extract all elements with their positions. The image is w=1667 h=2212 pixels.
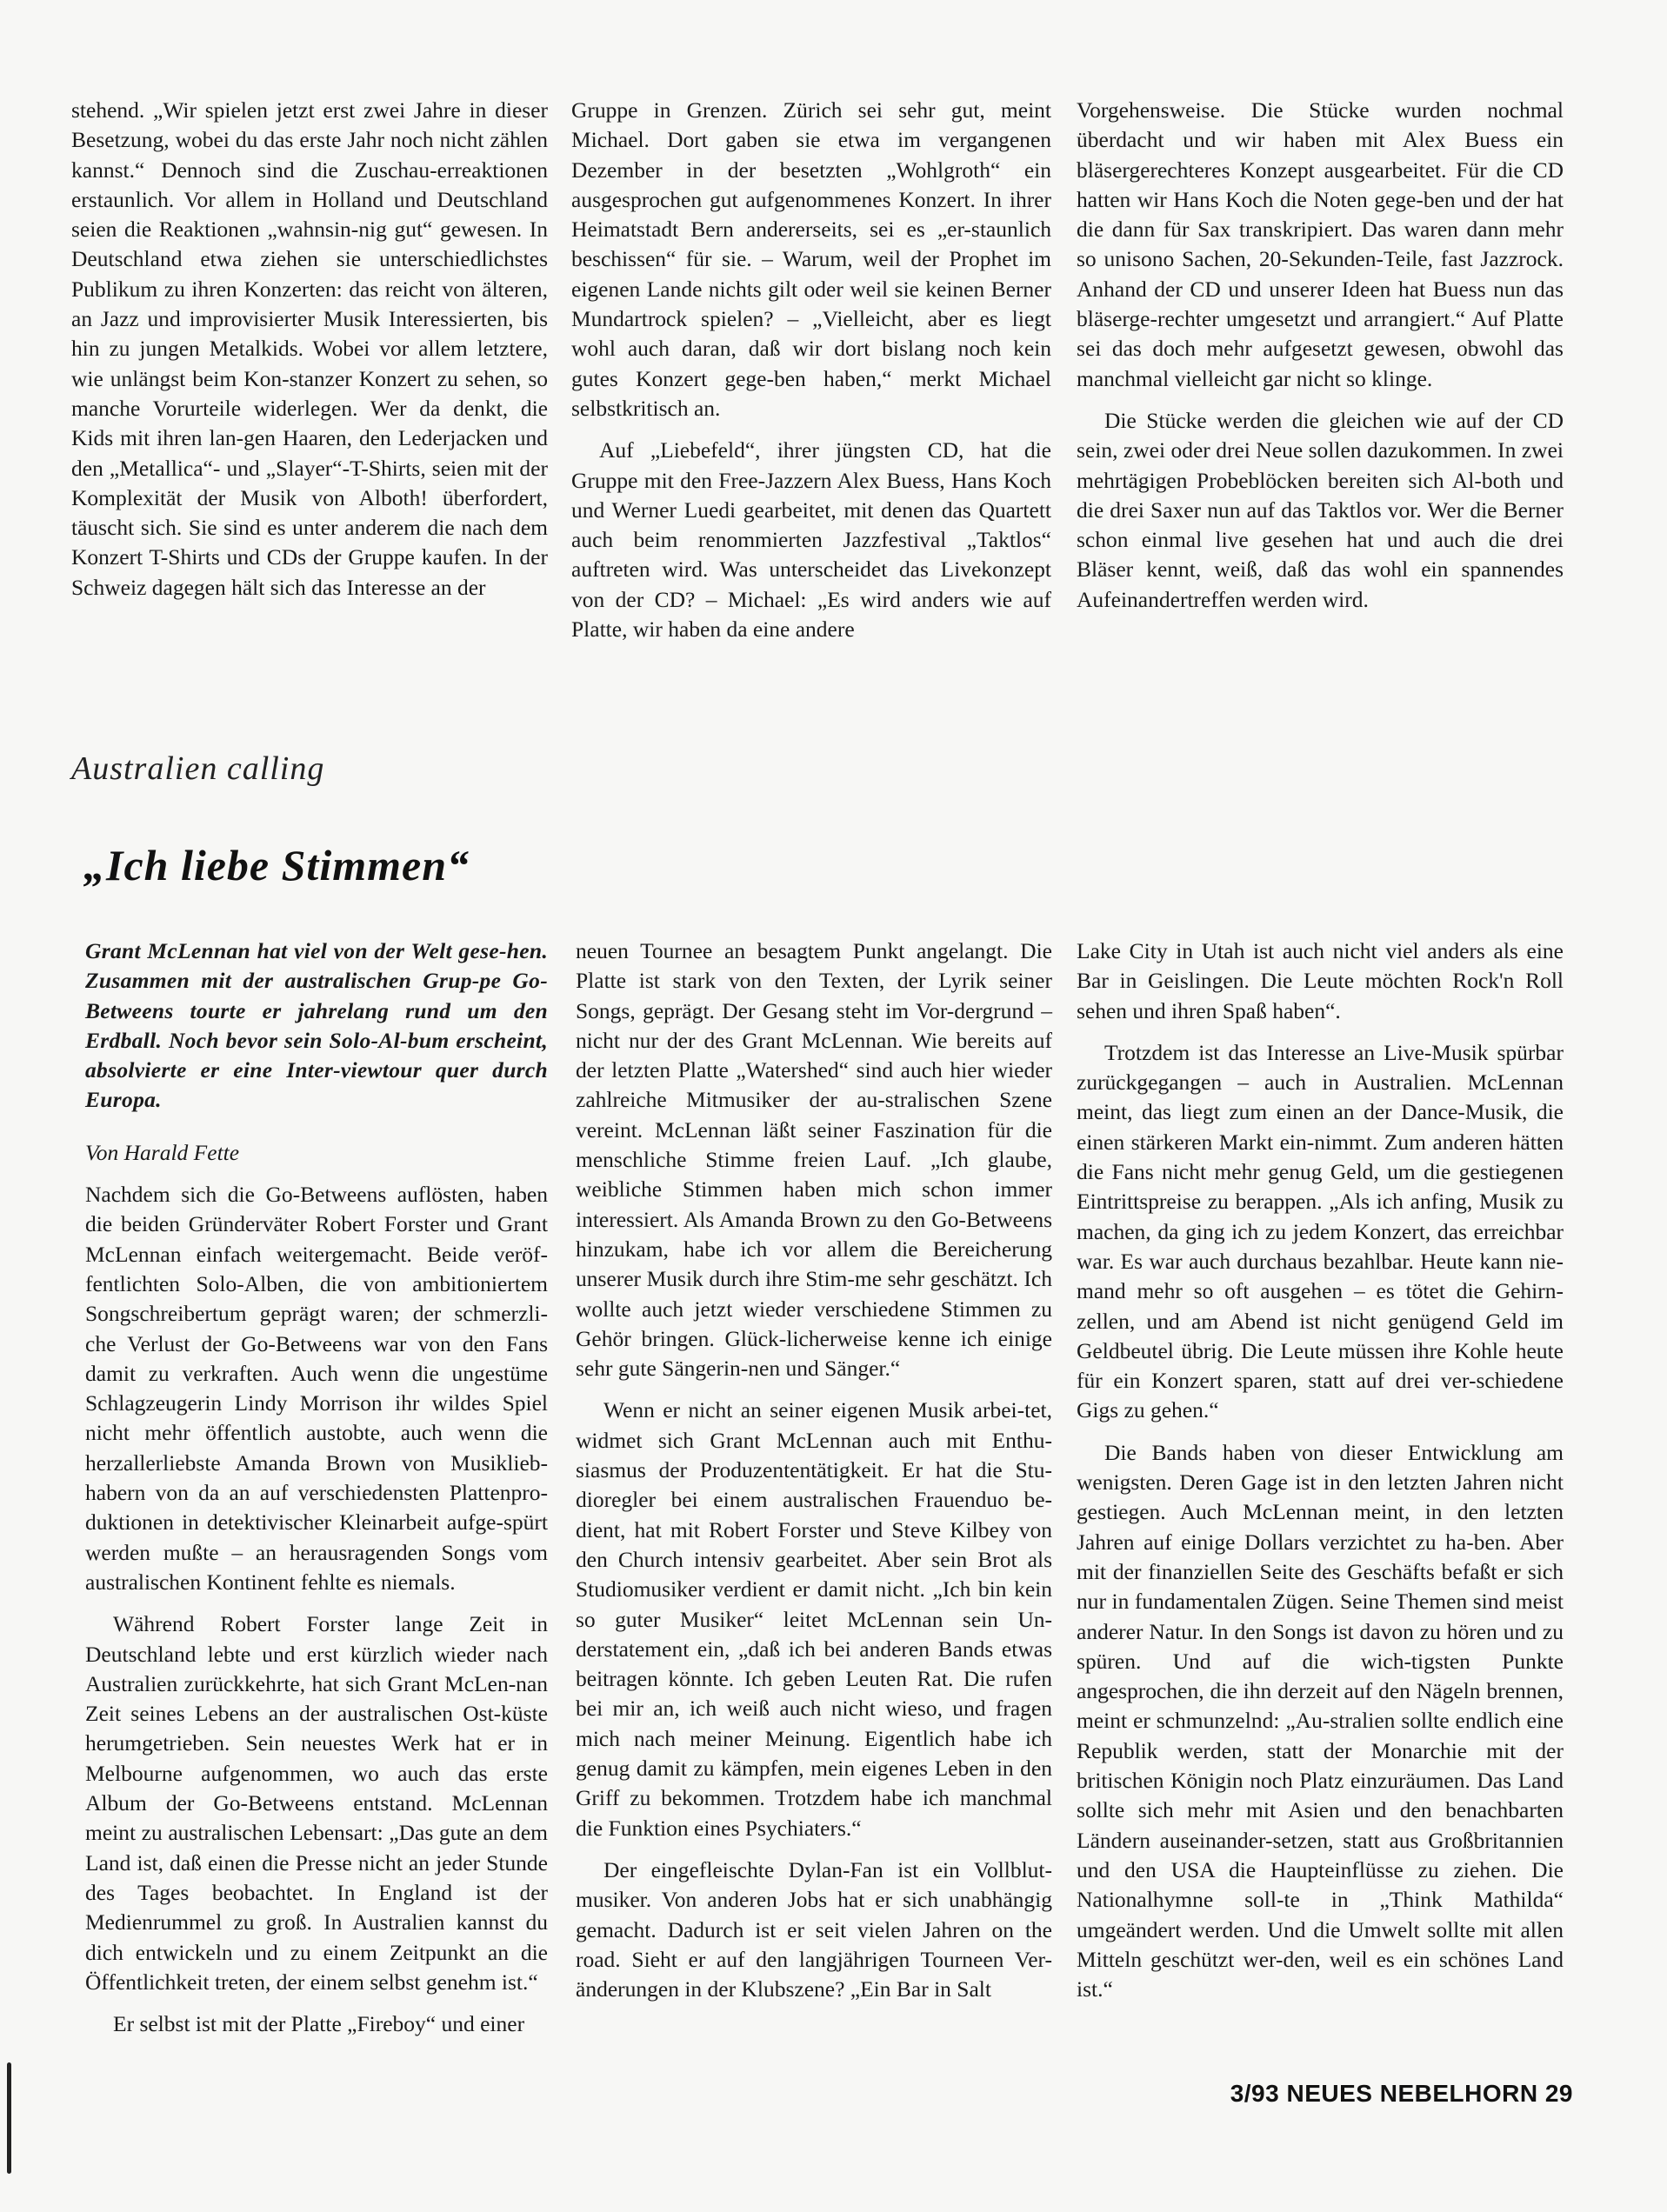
paragraph: Wenn er nicht an seiner eigenen Musik arbei-tet, widmet sich Grant McLennan auch mit Enthu-siasmus der Produzententätigkeit. Er hat die Stu-dioregler bei einem australischen Frauenduo be-dient, hat mit Robert Forster und Steve Kilbey von den Church intensiv gearbeitet. Aber sein Brot als Studiomusiker verdient er damit nicht. „Ich bin kein so guter Musiker“ leitet McLennan sein Un-derstatement ein, „daß ich bei anderen Bands etwas beitragen könnte. Ich geben Leuten Rat. Die rufen bei mir an, ich weiß auch nicht wieso, und fragen mich nach meiner Meinung. Eigentlich habe ich genug damit zu kämpfen, mein eigenes Leben in den Griff zu bekommen. Trotzdem habe ich manchmal die Funktion eines Psychiaters.“ [576,1397,1052,1841]
article-lead: Grant McLennan hat viel von der Welt gese-hen. Zusammen mit der australischen Grup-pe Go-Betweens tourte er jahrelang rund um den Erdball. Noch bevor sein Solo-Al-bum erscheint, absolvierte er eine Inter-viewtour quer durch Europa. [85,938,548,1113]
article-column-3 [1077,936,1564,2004]
issue-number: 3/93 [1230,2080,1280,2107]
paragraph: Gruppe in Grenzen. Zürich sei sehr gut, meint Michael. Dort gaben sie etwa im vergangenen Dezember in der besetzten „Wohlgroth“ ein ausgesprochen gut aufgenommenes Konzert. In ihrer Heimatstadt Bern andererseits, sei es „er-staunlich beschissen“ für sie. – Warum, weil der Prophet im eigenen Lande nichts gilt oder weil sie keinen Berner Mundartrock spielen? – „Vielleicht, aber es liegt wohl auch daran, daß wir dort bislang noch kein gutes Konzert gege-ben haben,“ merkt Michael selbstkritisch an. [571,97,1051,421]
article-kicker: Australien calling [71,750,325,787]
page-footer [1230,2080,1573,2108]
page-number: 29 [1544,2080,1573,2107]
paragraph: Die Stücke werden die gleichen wie auf der CD sein, zwei oder drei Neue sollen dazukommen. In zwei mehrtägigen Probeblöcken bereiten sich Al-both und die drei Saxer nun auf das Taktlos vor. Wer die Berner schon einmal live gesehen hat und auch die drei Bläser kennt, weiß, daß das wohl ein spannendes Aufeinandertreffen werden wird. [1077,407,1564,612]
continuation-column-1 [71,96,548,603]
scan-edge-mark [7,2062,11,2174]
paragraph: Er selbst ist mit der Platte „Fireboy“ und einer [113,2011,525,2037]
article-column-1 [85,936,548,2039]
paragraph: Trotzdem ist das Interesse an Live-Musik spürbar zurückgegangen – auch in Australien. McLennan meint, das liegt zum einen an der Dance-Musik, die einen stärkeren Markt ein-nimmt. Zum anderen hätten die Fans nicht mehr genug Geld, um die gestiegenen Eintrittspreise zu berappen. „Als ich anfing, Musik zu machen, da ging ich zu jedem Konzert, das erreichbar war. Es war auch durchaus bezahlbar. Heute kann nie-mand mehr so oft ausgehen – es tötet die Gehirn-zellen, und am Abend ist nicht genügend Geld im Geldbeutel übrig. Die Leute müssen ihre Kohle heute für ein Konzert sparen, statt auf drei ver-schiedene Gigs zu gehen.“ [1077,1039,1564,1423]
article-byline: Von Harald Fette [85,1139,240,1165]
paragraph: Lake City in Utah ist auch nicht viel anders als eine Bar in Geislingen. Die Leute möchten Rock'n Roll sehen und ihren Spaß haben“. [1077,938,1564,1023]
paragraph: Der eingefleischte Dylan-Fan ist ein Vollblut-musiker. Von anderen Jobs hat er sich unabhängig gemacht. Dadurch ist er seit vielen Jahren on the road. Sieht er auf den langjährigen Tourneen Ver-änderungen in der Klubszene? „Ein Bar in Salt [576,1856,1052,2002]
paragraph: Nachdem sich die Go-Betweens auflösten, haben die beiden Gründerväter Robert Forster und Grant McLennan einfach weitergemacht. Beide veröf-fentlichten Solo-Alben, die von ambitioniertem Songschreibertum geprägt waren; der schmerzli-che Verlust der Go-Betweens war von den Fans damit zu verkraften. Auch wenn die ungestüme Schlagzeugerin Lindy Morrison ihr wildes Spiel nicht mehr öffentlich austobte, auch wenn die herzallerliebste Amanda Brown von Musiklieb-habern von da an auf verschiedensten Plattenpro-duktionen in detektivischer Kleinarbeit aufge-spürt werden mußte – an herausragenden Songs vom australischen Kontinent fehlte es niemals. [85,1182,548,1595]
magazine-name: NEUES NEBELHORN [1286,2080,1538,2107]
article-headline: „Ich liebe Stimmen“ [83,841,470,889]
continuation-column-3 [1077,96,1564,615]
paragraph: Die Bands haben von dieser Entwicklung am wenigsten. Deren Gage ist in den letzten Jahren nicht gestiegen. Auch McLennan meint, in den letzten Jahren auf einige Dollars verzichtet zu ha-ben. Aber mit der finanziellen Seite des Geschäfts befaßt er sich nur in fundamentalen Zügen. Seine Themen sind meist anderer Natur. In den Songs ist davon zu hören und zu spüren. Und auf die wich-tigsten Punkte angesprochen, die ihn derzeit auf den Nägeln brennen, meint er schmunzelnd: „Au-stralien sollte endlich eine Republik werden, statt der Monarchie mit der britischen Königin noch Platz einzuräumen. Das Land sollte sich mehr mit Asien und den benachbarten Ländern auseinander-setzen, statt aus Großbritannien und den USA die Haupteinflüsse zu ziehen. Die Nationalhymne soll-te in „Think Mathilda“ umgeändert werden. Und die Umwelt sollte mit allen Mitteln geschützt wer-den, weil es ein schönes Land ist.“ [1077,1439,1564,2002]
paragraph: Auf „Liebefeld“, ihrer jüngsten CD, hat die Gruppe mit den Free-Jazzern Alex Buess, Hans Koch und Werner Luedi gearbeitet, mit denen das Quartett auch beim renommierten Jazzfestival „Taktlos“ auftreten wird. Was unterscheidet das Livekonzept von der CD? – Michael: „Es wird anders wie auf Platte, wir haben da eine andere [571,437,1051,643]
paragraph: neuen Tournee an besagtem Punkt angelangt. Die Platte ist stark von den Texten, der Lyrik seiner Songs, geprägt. Der Gesang steht im Vor-dergrund – nicht nur der des Grant McLennan. Wie bereits auf der letzten Platte „Watershed“ sind auch hier wieder zahlreiche Mitmusiker der au-stralischen Szene vereint. McLennan läßt seiner Faszination für die menschliche Stimme freien Lauf. „Ich glaube, weibliche Stimmen haben mich schon immer interessiert. Als Amanda Brown zu den Go-Betweens hinzukam, habe ich vor allem die Bereicherung unserer Musik durch ihre Stim-me sehr geschätzt. Ich wollte auch jetzt wieder verschiedene Stimmen zu Gehör bringen. Glück-licherweise kenne ich einige sehr gute Sängerin-nen und Sänger.“ [576,938,1052,1382]
article-column-2 [576,936,1052,2004]
paragraph: Während Robert Forster lange Zeit in Deutschland lebte und erst kürzlich wieder nach Australien zurückkehrte, hat sich Grant McLen-nan Zeit seines Lebens an der australischen Ost-küste herumgetrieben. Sein neuestes Werk hat er in Melbourne aufgenommen, wo auch das erste Album der Go-Betweens entstand. McLennan meint zu australischen Lebensart: „Das gute an dem Land ist, daß einen die Presse nicht an jeder Stunde des Tages beobachtet. In England ist der Medienrummel zu groß. In Australien kannst du dich entwickeln und zu einem Zeitpunkt an die Öffentlichkeit treten, der einem selbst genehm ist.“ [85,1611,548,1995]
paragraph: stehend. „Wir spielen jetzt erst zwei Jahre in dieser Besetzung, wobei du das erste Jahr noch nicht zählen kannst.“ Dennoch sind die Zuschau-erreaktionen erstaunlich. Vor allem in Holland und Deutschland seien die Reaktionen „wahnsin-nig gut“ gewesen. In Deutschland etwa ziehen sie unterschiedlichstes Publikum zu ihren Konzerten: das reicht von älteren, an Jazz und improvisierter Musik Interessierten, bis hin zu jungen Metalkids. Wobei vor allem letztere, wie unlängst beim Kon-stanzer Konzert zu sehen, so manche Vorurteile widerlegen. Wer da denkt, die Kids mit ihren lan-gen Haaren, den Lederjacken und den „Metallica“- und „Slayer“-T-Shirts, seien mit der Komplexität der Musik von Alboth! überfordert, täuscht sich. Sie sind es unter anderem die nach dem Konzert T-Shirts und CDs der Gruppe kaufen. In der Schweiz dagegen hält sich das Interesse an der [71,97,548,600]
continuation-column-2 [571,96,1051,644]
paragraph: Vorgehensweise. Die Stücke wurden nochmal überdacht und wir haben mit Alex Buess ein bläsergerechteres Konzept ausgearbeitet. Für die CD hatten wir Hans Koch die Noten gege-ben und der hat die dann für Sax transkripiert. Das waren dann mehr so unisono Sachen, 20-Sekunden-Teile, fast Jazzrock. Anhand der CD und unserer Ideen hat Buess nun das bläserge-rechter umgesetzt und arrangiert.“ Auf Platte sei das doch mehr aufgesetzt gewesen, obwohl das manchmal vielleicht gar nicht so klinge. [1077,97,1564,391]
